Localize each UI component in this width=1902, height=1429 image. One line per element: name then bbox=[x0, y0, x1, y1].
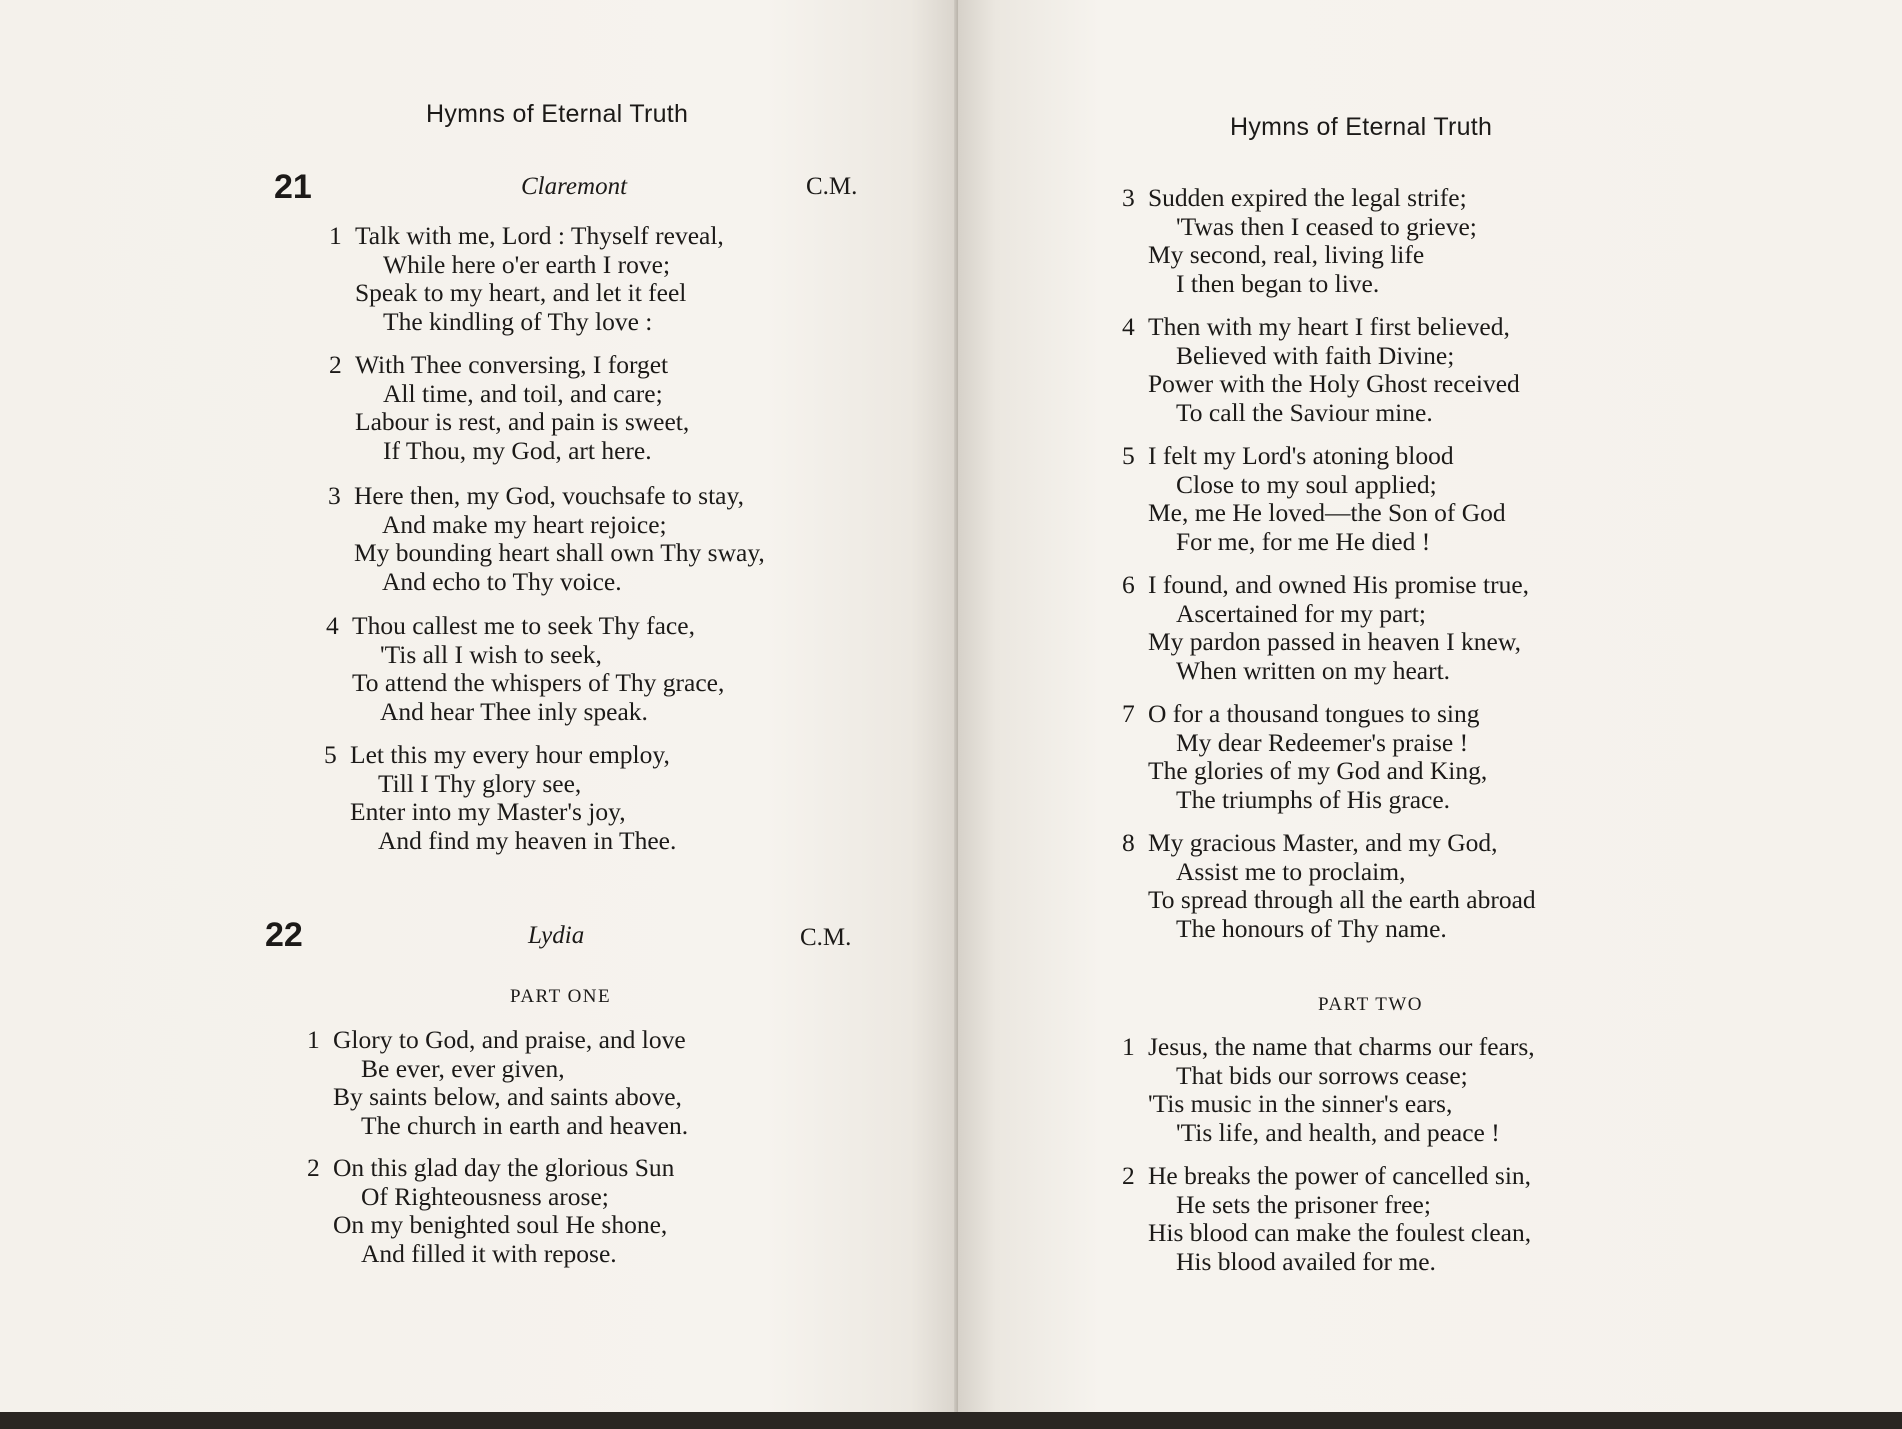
verse-line: 'Tis music in the sinner's ears, bbox=[1148, 1089, 1453, 1118]
verse-line: And filled it with repose. bbox=[361, 1238, 617, 1268]
verse bbox=[1122, 312, 1520, 427]
verse bbox=[1122, 441, 1506, 556]
verse-line: He sets the prisoner free; bbox=[1176, 1189, 1431, 1219]
verse-line: My pardon passed in heaven I knew, bbox=[1148, 627, 1521, 656]
verse-line: And make my heart rejoice; bbox=[382, 509, 667, 539]
verse-line: The triumphs of His grace. bbox=[1176, 784, 1451, 814]
meter: C.M. bbox=[806, 173, 858, 200]
verse-line: Let this my every hour employ, bbox=[350, 740, 670, 769]
verse-line: Me, me He loved—the Son of God bbox=[1148, 498, 1506, 527]
tune-name: Claremont bbox=[521, 173, 628, 200]
verse-line: When written on my heart. bbox=[1176, 655, 1451, 685]
verse bbox=[329, 350, 690, 465]
verse-line: On this glad day the glorious Sun bbox=[333, 1153, 675, 1182]
verse bbox=[1122, 1161, 1532, 1276]
verse-line: My bounding heart shall own Thy sway, bbox=[354, 538, 765, 567]
verse-line: While here o'er earth I rove; bbox=[383, 249, 671, 279]
verse-line: Be ever, ever given, bbox=[361, 1053, 565, 1083]
verse-line: 'Tis life, and health, and peace ! bbox=[1176, 1117, 1500, 1147]
verse-line: Believed with faith Divine; bbox=[1176, 340, 1455, 370]
verse-number: 6 bbox=[1122, 570, 1135, 599]
verse bbox=[1122, 183, 1477, 298]
verse-number: 5 bbox=[324, 740, 337, 769]
verse-line: My second, real, living life bbox=[1148, 240, 1425, 269]
verse-number: 3 bbox=[1122, 183, 1135, 212]
verse-line: Till I Thy glory see, bbox=[378, 768, 582, 798]
verse-line: Talk with me, Lord : Thyself reveal, bbox=[355, 221, 724, 250]
hymn-number: 21 bbox=[274, 168, 312, 206]
part-label: PART ONE bbox=[510, 986, 612, 1007]
verse-line: The honours of Thy name. bbox=[1176, 913, 1447, 943]
verse-line: By saints below, and saints above, bbox=[333, 1082, 682, 1111]
verse-line: If Thou, my God, art here. bbox=[383, 435, 652, 465]
verse-line: I then began to live. bbox=[1176, 268, 1380, 298]
verse-line: To attend the whispers of Thy grace, bbox=[352, 668, 725, 697]
verse-number: 5 bbox=[1122, 441, 1135, 470]
verse-number: 7 bbox=[1122, 699, 1135, 728]
verse-number: 1 bbox=[307, 1025, 320, 1054]
verse bbox=[326, 611, 725, 726]
verse-line: All time, and toil, and care; bbox=[383, 378, 663, 408]
verse-line: Here then, my God, vouchsafe to stay, bbox=[354, 481, 744, 510]
verse-number: 3 bbox=[328, 481, 341, 510]
verse bbox=[1122, 699, 1488, 814]
verse-line: O for a thousand tongues to sing bbox=[1148, 699, 1480, 728]
meter: C.M. bbox=[800, 924, 852, 951]
verse-line: Speak to my heart, and let it feel bbox=[355, 278, 687, 307]
verse-line: I found, and owned His promise true, bbox=[1148, 570, 1530, 599]
right-page bbox=[958, 0, 1902, 1420]
verse-number: 2 bbox=[307, 1153, 320, 1182]
verse bbox=[307, 1153, 675, 1268]
verse-line: His blood availed for me. bbox=[1176, 1246, 1436, 1276]
verse-line: His blood can make the foulest clean, bbox=[1148, 1218, 1532, 1247]
page-bottom-edge bbox=[0, 1412, 1902, 1429]
verse-number: 8 bbox=[1122, 828, 1135, 857]
hymn-number: 22 bbox=[265, 916, 303, 954]
verse-number: 4 bbox=[326, 611, 339, 640]
verse-line: Glory to God, and praise, and love bbox=[333, 1025, 686, 1054]
verse bbox=[1122, 1032, 1535, 1147]
verse-line: Enter into my Master's joy, bbox=[350, 797, 626, 826]
verse bbox=[329, 221, 724, 336]
verse-line: My dear Redeemer's praise ! bbox=[1176, 727, 1469, 757]
verse-line: 'Twas then I ceased to grieve; bbox=[1176, 211, 1477, 241]
verse bbox=[307, 1025, 689, 1140]
verse-number: 4 bbox=[1122, 312, 1135, 341]
running-head-right: Hymns of Eternal Truth bbox=[1230, 113, 1493, 141]
verse-number: 2 bbox=[329, 350, 342, 379]
verse bbox=[1122, 570, 1530, 685]
tune-name: Lydia bbox=[528, 922, 585, 949]
verse-line: I felt my Lord's atoning blood bbox=[1148, 441, 1454, 470]
verse-line: For me, for me He died ! bbox=[1176, 526, 1431, 556]
verse-line: 'Tis all I wish to seek, bbox=[380, 639, 602, 669]
verse-line: Of Righteousness arose; bbox=[361, 1181, 609, 1211]
verse bbox=[1122, 828, 1536, 943]
running-head-left: Hymns of Eternal Truth bbox=[426, 100, 689, 128]
verse-line: Sudden expired the legal strife; bbox=[1148, 183, 1467, 212]
verse-line: Ascertained for my part; bbox=[1176, 598, 1426, 628]
verse-line: Then with my heart I first believed, bbox=[1148, 312, 1510, 341]
verse bbox=[324, 740, 677, 855]
verse-line: The church in earth and heaven. bbox=[361, 1110, 689, 1140]
verse bbox=[328, 481, 765, 596]
verse-number: 1 bbox=[329, 221, 342, 250]
verse-line: Thou callest me to seek Thy face, bbox=[352, 611, 695, 640]
verse-number: 2 bbox=[1122, 1161, 1135, 1190]
verse-line: With Thee conversing, I forget bbox=[355, 350, 669, 379]
verse-line: My gracious Master, and my God, bbox=[1148, 828, 1498, 857]
verse-line: Close to my soul applied; bbox=[1176, 469, 1437, 499]
verse-line: Assist me to proclaim, bbox=[1176, 856, 1406, 886]
verse-line: To call the Saviour mine. bbox=[1176, 397, 1433, 427]
verse-line: To spread through all the earth abroad bbox=[1148, 885, 1536, 914]
verse-line: The glories of my God and King, bbox=[1148, 756, 1488, 785]
verse-number: 1 bbox=[1122, 1032, 1135, 1061]
verse-line: And hear Thee inly speak. bbox=[380, 696, 648, 726]
verse-line: That bids our sorrows cease; bbox=[1176, 1060, 1468, 1090]
verse-line: The kindling of Thy love : bbox=[383, 306, 653, 336]
part-label: PART TWO bbox=[1318, 994, 1424, 1015]
verse-line: Labour is rest, and pain is sweet, bbox=[355, 407, 690, 436]
verse-line: On my benighted soul He shone, bbox=[333, 1210, 668, 1239]
verse-line: He breaks the power of cancelled sin, bbox=[1148, 1161, 1532, 1190]
verse-line: And echo to Thy voice. bbox=[382, 566, 622, 596]
verse-line: And find my heaven in Thee. bbox=[378, 825, 677, 855]
verse-line: Power with the Holy Ghost received bbox=[1148, 369, 1520, 398]
verse-line: Jesus, the name that charms our fears, bbox=[1148, 1032, 1535, 1061]
